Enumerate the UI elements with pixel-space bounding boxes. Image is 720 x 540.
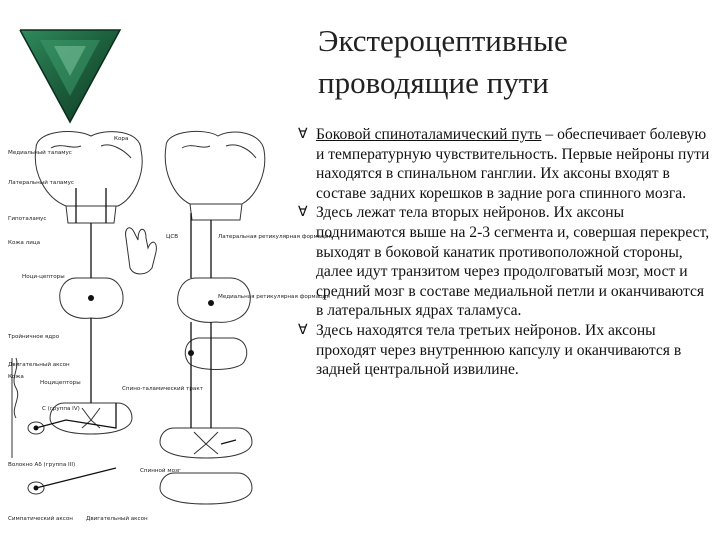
bullet-item [300, 125, 710, 203]
title-line-1: Экстероцептивные [318, 23, 568, 58]
spinothalamic-pathway-diagram-icon [6, 128, 332, 528]
v-bullet-icon: ∀ [298, 127, 308, 142]
bullet-item [300, 203, 710, 321]
label-nociceptors-2: Ноцицепторы [40, 380, 81, 386]
pathway-figure [6, 128, 332, 528]
label-spinothal: Спино-таламический тракт [122, 386, 203, 392]
label-cortex: Кора [114, 136, 129, 142]
label-fibers-c: С (группа IV) [42, 406, 80, 412]
bullet-text: Здесь лежат тела вторых нейронов. Их аксоны поднимаются выше на 2-3 сегмента и, совершая перекрест, выходят в боковой канатик противоположной стороны, далее идут транзитом через продолговатый мозг, мост и средний мозг в составе медиальной петли и оканчиваются в латеральных ядрах таламуса. [316, 204, 710, 320]
label-lateral-thalamus: Латеральный таламус [8, 180, 74, 186]
bullet-list [300, 125, 710, 380]
label-hypothalamus: Гипоталамус [8, 216, 47, 222]
label-skin: Кожа [8, 374, 24, 380]
bullet-text: Здесь находятся тела третьих нейронов. Их аксоны проходят через внутреннюю капсулу и оканчиваются в задней центральной извилине. [316, 321, 682, 379]
slide-title [318, 20, 708, 104]
v-bullet-icon: ∀ [298, 205, 308, 221]
label-descending: Двигательный аксон [8, 362, 70, 368]
label-sympathetic: Симпатический аксон [8, 516, 73, 522]
label-spinal-cord: Спинной мозг [140, 468, 181, 474]
label-lat-reticular: Латеральная ретикулярная формация [218, 234, 332, 240]
bullet-item [300, 321, 710, 380]
green-triangle-logo [18, 28, 122, 124]
title-line-2: проводящие пути [318, 65, 549, 100]
green-triangle-logo-icon [18, 28, 122, 124]
label-skin-face: Кожа лица [8, 240, 41, 246]
label-med-reticular: Медиальная ретикулярная формация [218, 294, 330, 300]
label-motor-axon: Двигательный аксон [86, 516, 148, 522]
label-medial-thalamus: Медиальный таламус [8, 150, 72, 156]
label-cgs: ЦСВ [166, 234, 179, 240]
label-fibers-a: Волокно Aδ (группа III) [8, 462, 76, 468]
v-bullet-icon: ∀ [298, 322, 308, 338]
label-trigeminal: Тройничное ядро [8, 334, 60, 340]
bullet-text: – обеспечивает болевую и температурную чувствительность. Первые нейроны пути находятся в спинальном ганглии. Их аксоны входят в составе задних корешков в задние рога спинного мозга. [316, 126, 710, 202]
label-nociceptors: Ноци-цепторы [22, 274, 65, 280]
bullet-lead-term: Боковой спиноталамический путь [316, 126, 542, 143]
